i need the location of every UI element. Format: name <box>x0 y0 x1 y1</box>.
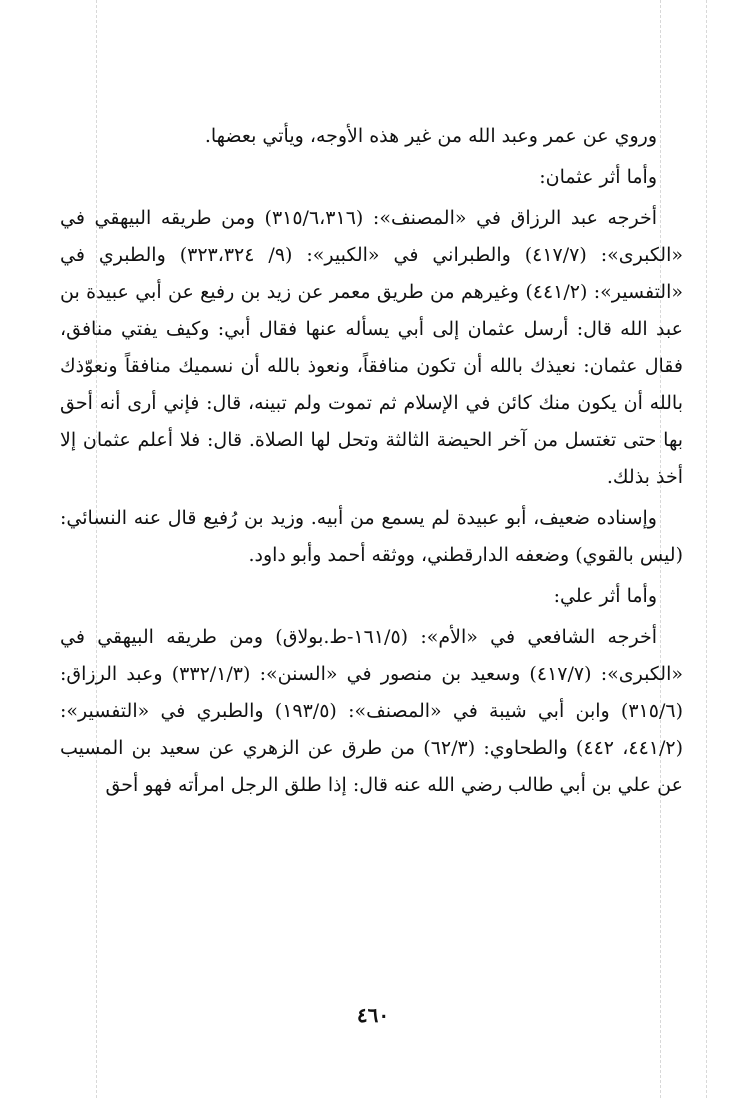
paragraph-isnad-grading: وإسناده ضعيف، أبو عبيدة لم يسمع من أبيه. وزيد بن رُفيع قال عنه النسائي: (ليس بالقوي) وضعفه الدارقطني، ووثقه أحمد وأبو داود. <box>60 507 683 566</box>
body-text <box>60 118 683 808</box>
paragraph-uthman-takhrij: أخرجه عبد الرزاق في «المصنف»: (٣١٥/٦،٣١٦) ومن طريقه البيهقي في «الكبرى»: (٤١٧/٧) والطبراني في «الكبير»: (٩/ ٣٢٣،٣٢٤) والطبري في «التفسير»: (٤٤١/٢) وغيرهم من طريق معمر عن زيد بن رفيع عن أبي عبيدة بن عبد الله قال: أرسل عثمان إلى أبي يسأله عنها فقال أبي: وكيف يفتي منافق، فقال عثمان: نعيذك بالله أن تكون منافقاً، ونعوذ بالله أن نسميك منافقاً ونعوّذك بالله أن يكون منك كائن في الإسلام ثم تموت ولم تبينه، قال: فإني أرى أنه أحق بها حتى تغتسل من آخر الحيضة الثالثة وتحل لها الصلاة. قال: فلا أعلم عثمان إلا أخذ بذلك. <box>60 207 683 488</box>
page-fold-line <box>706 0 707 1098</box>
heading-ali-athar: وأما أثر علي: <box>553 585 657 607</box>
heading-uthman-athar: وأما أثر عثمان: <box>539 166 657 188</box>
paragraph-ali-takhrij: أخرجه الشافعي في «الأم»: (١٦١/٥-ط.بولاق) ومن طريقه البيهقي في «الكبرى»: (٤١٧/٧) وسعيد بن منصور في «السنن»: (٣٣٢/١/٣) وعبد الرزاق: (٣١٥/٦) وابن أبي شيبة في «المصنف»: (١٩٣/٥) والطبري في «التفسير»: (٤٤١/٢، ٤٤٢) والطحاوي: (٦٢/٣) من طرق عن الزهري عن سعيد بن المسيب عن علي بن أبي طالب رضي الله عنه قال: إذا طلق الرجل امرأته فهو أحق <box>60 626 684 796</box>
page-number: ٤٦٠ <box>356 1003 390 1027</box>
paragraph-narration-note: وروي عن عمر وعبد الله من غير هذه الأوجه، ويأتي بعضها. <box>204 125 657 147</box>
